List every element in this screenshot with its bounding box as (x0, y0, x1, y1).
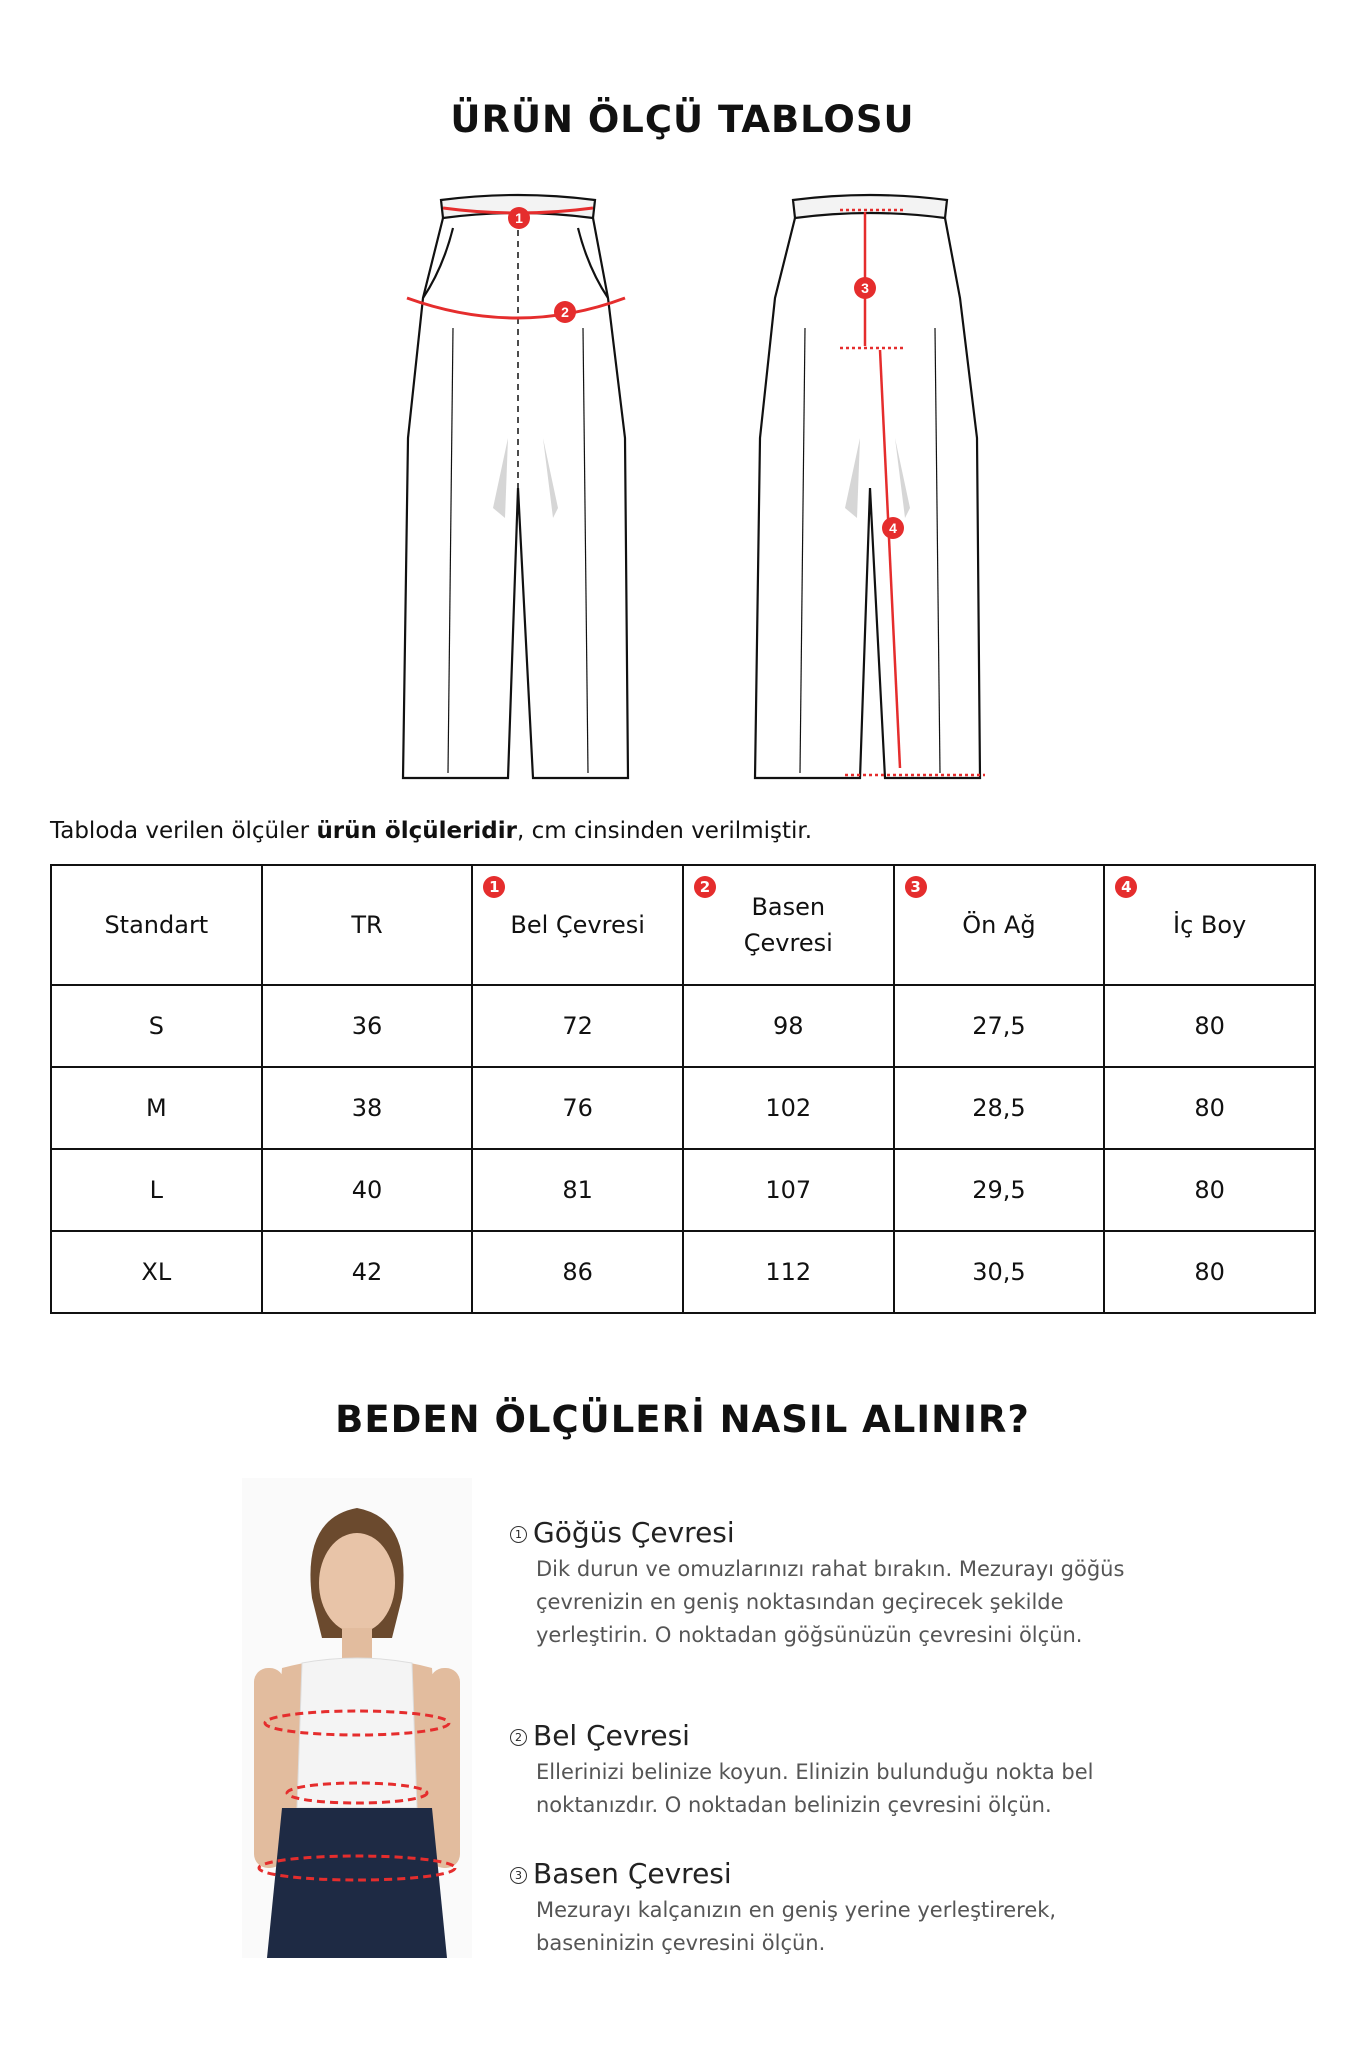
table-cell: 80 (1104, 985, 1315, 1067)
table-cell: 40 (262, 1149, 473, 1231)
column-header: 4 İç Boy (1104, 865, 1315, 985)
marker-2 (554, 301, 576, 323)
page-title: ÜRÜN ÖLÇÜ TABLOSU (450, 98, 915, 141)
table-cell: 38 (262, 1067, 473, 1149)
marker-4 (882, 517, 904, 539)
size-table (50, 864, 1316, 1314)
step-number-icon: 2 (510, 1729, 527, 1746)
column-header: TR (262, 865, 473, 985)
table-cell: 72 (472, 985, 683, 1067)
svg-text:2: 2 (561, 304, 569, 320)
table-cell: S (51, 985, 262, 1067)
column-header: 1 Bel Çevresi (472, 865, 683, 985)
column-header: Standart (51, 865, 262, 985)
table-note: Tabloda verilen ölçüler ürün ölçüleridir, cm cinsinden verilmiştir. (50, 818, 813, 844)
table-cell: 42 (262, 1231, 473, 1313)
table-cell: 29,5 (894, 1149, 1105, 1231)
table-cell: 80 (1104, 1149, 1315, 1231)
pants-front-diagram (393, 188, 643, 788)
table-cell: L (51, 1149, 262, 1231)
table-cell: 80 (1104, 1231, 1315, 1313)
column-header: 2 Basen Çevresi (683, 865, 894, 985)
table-cell: XL (51, 1231, 262, 1313)
table-cell: 81 (472, 1149, 683, 1231)
howto-item-waist: 2 Bel Çevresi Ellerinizi belinize koyun. Elinizin bulunduğu nokta bel noktanızdır. O noktadan belinizin çevresini ölçün. (510, 1719, 1150, 1822)
howto-item-hip: 3 Basen Çevresi Mezurayı kalçanızın en geniş yerine yerleştirerek, baseninizin çevresini ölçün. (510, 1857, 1150, 1960)
table-row (51, 1067, 1315, 1149)
table-cell: 80 (1104, 1067, 1315, 1149)
section-title: BEDEN ÖLÇÜLERİ NASIL ALINIR? (335, 1398, 1030, 1441)
table-header-row (51, 865, 1315, 985)
svg-text:1: 1 (515, 210, 523, 226)
marker-3 (854, 277, 876, 299)
svg-text:4: 4 (889, 520, 897, 536)
table-cell: 30,5 (894, 1231, 1105, 1313)
marker-badge-icon: 1 (483, 876, 505, 898)
table-cell: 76 (472, 1067, 683, 1149)
table-cell: 112 (683, 1231, 894, 1313)
table-cell: 98 (683, 985, 894, 1067)
table-cell: 28,5 (894, 1067, 1105, 1149)
step-number-icon: 1 (510, 1526, 527, 1543)
table-cell: 107 (683, 1149, 894, 1231)
model-image (242, 1478, 472, 1958)
howto-item-chest: 1 Göğüs Çevresi Dik durun ve omuzlarınızı rahat bırakın. Mezurayı göğüs çevrenizin en geniş noktasından geçirecek şekilde yerleştirin. O noktadan göğsünüzün çevresini ölçün. (510, 1516, 1150, 1652)
marker-badge-icon: 2 (694, 876, 716, 898)
column-header: 3 Ön Ağ (894, 865, 1105, 985)
table-cell: M (51, 1067, 262, 1149)
svg-text:3: 3 (861, 280, 869, 296)
marker-badge-icon: 4 (1115, 876, 1137, 898)
table-row (51, 1149, 1315, 1231)
marker-1 (508, 207, 530, 229)
pants-back-diagram (745, 188, 995, 788)
table-row (51, 1231, 1315, 1313)
table-cell: 86 (472, 1231, 683, 1313)
marker-badge-icon: 3 (905, 876, 927, 898)
step-number-icon: 3 (510, 1867, 527, 1884)
table-row (51, 985, 1315, 1067)
table-cell: 27,5 (894, 985, 1105, 1067)
table-cell: 102 (683, 1067, 894, 1149)
table-cell: 36 (262, 985, 473, 1067)
